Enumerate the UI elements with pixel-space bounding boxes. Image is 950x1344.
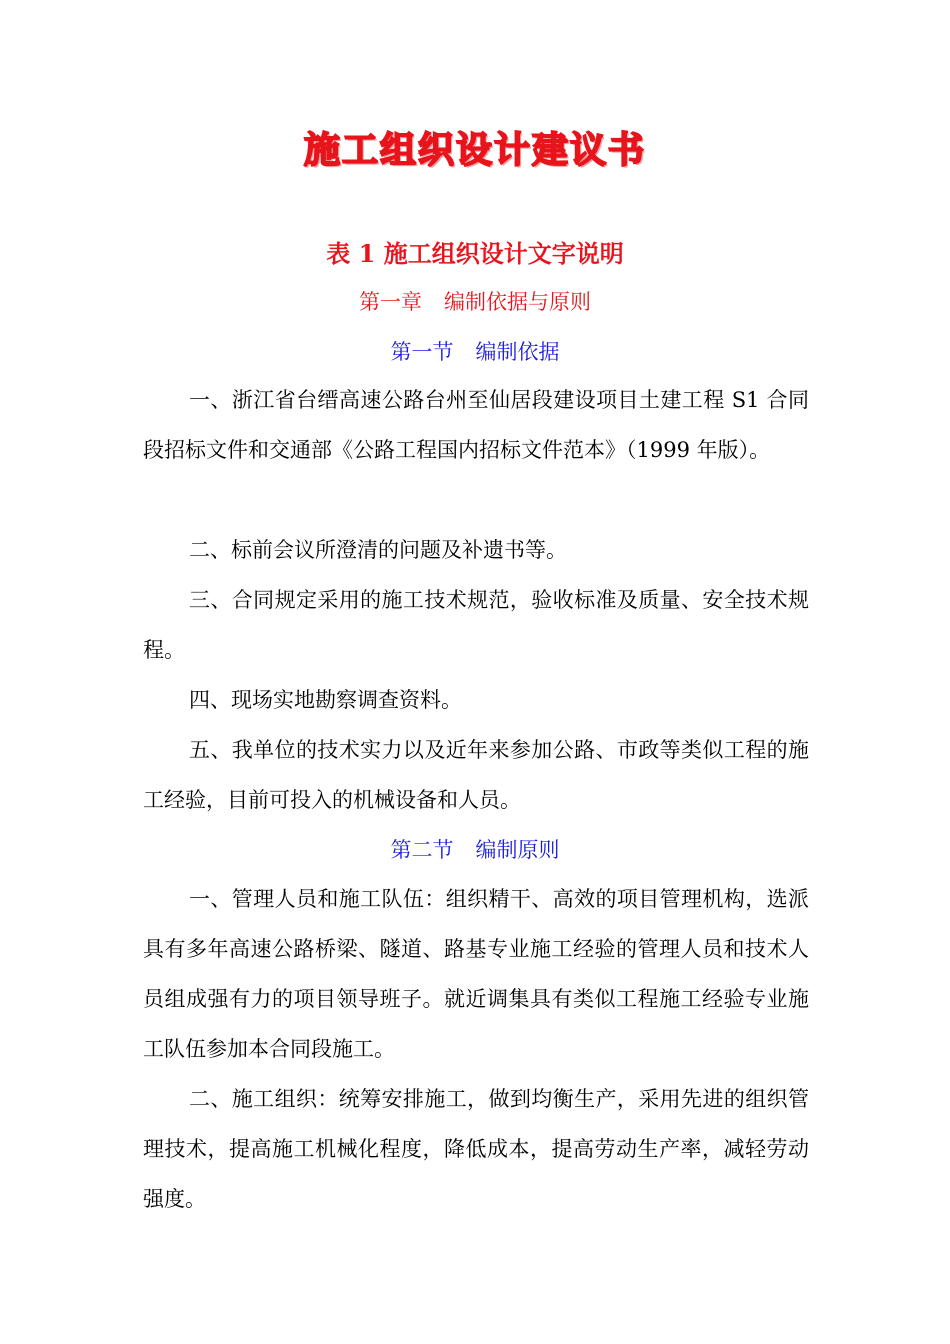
chapter-heading: [0, 286, 950, 316]
paragraph: 四、现场实地勘察调查资料。: [189, 688, 462, 712]
chapter-number: 第一章: [359, 290, 422, 314]
document-title: 施工组织设计建议书: [303, 130, 646, 171]
paragraph: 二、施工组织：统筹安排施工，做到均衡生产，采用先进的组织管理技术，提高施工机械化程度，降低成本，提高劳动生产率，减轻劳动强度。: [143, 1087, 809, 1211]
paragraph: 二、标前会议所澄清的问题及补遗书等。: [189, 538, 567, 562]
chapter-name: 编制依据与原则: [444, 290, 591, 314]
section-name: 编制依据: [475, 340, 560, 364]
section-name: 编制原则: [475, 838, 560, 862]
section-heading-2: [0, 834, 950, 864]
paragraph: 三、合同规定采用的施工技术规范，验收标准及质量、安全技术规程。: [143, 588, 809, 662]
section-number: 第一节: [390, 340, 454, 364]
paragraph: 一、浙江省台缙高速公路台州至仙居段建设项目土建工程 S1 合同段招标文件和交通部《公路工程国内招标文件范本》（1999 年版）。: [143, 388, 809, 462]
paragraph: 一、管理人员和施工队伍：组织精干、高效的项目管理机构，选派具有多年高速公路桥梁、隧道、路基专业施工经验的管理人员和技术人员组成强有力的项目领导班子。就近调集具有类似工程施工经验专业施工队伍参加本合同段施工。: [143, 887, 809, 1061]
table-title: 表 1 施工组织设计文字说明: [326, 239, 624, 268]
paragraph: 五、我单位的技术实力以及近年来参加公路、市政等类似工程的施工经验，目前可投入的机械设备和人员。: [143, 738, 809, 812]
section-number: 第二节: [390, 838, 454, 862]
section-heading-1: [0, 336, 950, 366]
